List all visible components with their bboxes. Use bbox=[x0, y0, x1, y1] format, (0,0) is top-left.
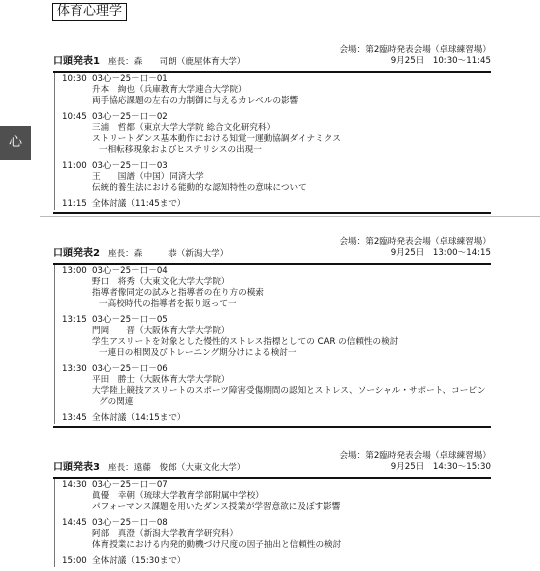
talk-id: 03心－25－口－04 bbox=[92, 266, 168, 276]
session-datetime: 9月25日 14:30〜15:30 bbox=[390, 462, 491, 472]
session-1 bbox=[53, 45, 491, 214]
session-chair: 座長：遠藤 俊郎（大東文化大学） bbox=[107, 463, 246, 473]
talk-subtitle: 一高校時代の指導者を振り返って一 bbox=[99, 299, 237, 309]
talk-title: 指導者像同定の試みと指導者の在り方の模索 bbox=[92, 288, 264, 298]
talk-id: 03心－25－口－05 bbox=[92, 315, 168, 325]
session-name: 口頭発表1 bbox=[53, 56, 100, 67]
talk-author: 眞優 幸朝（琉球大学教育学部附属中学校） bbox=[92, 491, 264, 501]
talk-time: 13:15 bbox=[62, 315, 87, 325]
talk-id: 03心－25－口－08 bbox=[92, 518, 168, 528]
talk-item bbox=[55, 315, 491, 359]
side-tab: 心 bbox=[0, 126, 31, 160]
session-bottom-rule bbox=[53, 426, 491, 428]
session-2 bbox=[53, 237, 491, 428]
discussion-label: 全体討議（15:30まで） bbox=[92, 556, 186, 566]
session-name: 口頭発表2 bbox=[53, 248, 100, 259]
discussion-item bbox=[55, 413, 491, 424]
talk-item bbox=[55, 480, 491, 513]
talk-time: 14:30 bbox=[62, 480, 87, 490]
talk-title: 大学陸上競技アスリートのスポーツ障害受傷期間の認知とストレス、ソーシャル・サポート、コーピングの関連 bbox=[92, 386, 486, 407]
talk-item bbox=[55, 266, 491, 310]
talk-time: 10:30 bbox=[62, 74, 87, 84]
talk-author: 升本 絢也（兵庫教育大学連合大学院） bbox=[92, 85, 247, 95]
talk-time: 13:00 bbox=[62, 266, 87, 276]
talk-id: 03心－25－口－06 bbox=[92, 364, 168, 374]
page-title: 体育心理学 bbox=[52, 3, 127, 21]
talk-author: 王 国譜（中国）同済大学 bbox=[92, 172, 204, 182]
section-divider bbox=[40, 216, 540, 217]
talk-title: パフォーマンス課題を用いたダンス授業が学習意欲に及ぼす影響 bbox=[92, 502, 341, 512]
talk-item bbox=[55, 364, 491, 408]
talk-title: 体育授業における内発的動機づけ尺度の因子抽出と信頼性の検討 bbox=[92, 540, 342, 550]
talk-author: 野口 将秀（大東文化大学大学院） bbox=[92, 277, 230, 287]
talk-item bbox=[55, 518, 491, 551]
session-header bbox=[53, 56, 491, 68]
session-body bbox=[54, 265, 491, 424]
venue: 会場：第2臨時発表会場（卓球練習場） bbox=[339, 45, 491, 55]
session-body bbox=[54, 479, 491, 567]
session-chair: 座長：森 恭（新潟大学） bbox=[107, 249, 229, 259]
talk-id: 03心－25－口－03 bbox=[92, 161, 168, 171]
discussion-item bbox=[55, 556, 491, 567]
discussion-label: 全体討議（11:45まで） bbox=[92, 199, 186, 209]
talk-id: 03心－25－口－01 bbox=[92, 74, 168, 84]
session-bottom-rule bbox=[53, 212, 491, 214]
talk-title: ストリートダンス基本動作における知覚一運動協調ダイナミクス bbox=[92, 134, 341, 144]
talk-item bbox=[55, 74, 491, 107]
talk-title: 両手協応課題の左右の力制御に与えるカレベルの影響 bbox=[92, 96, 299, 106]
talk-title: 学生アスリートを対象とした慢性的ストレス指標としての CAR の信頼性の検討 bbox=[92, 337, 399, 347]
session-3 bbox=[53, 451, 491, 567]
session-body bbox=[54, 73, 491, 210]
talk-id: 03心－25－口－02 bbox=[92, 112, 168, 122]
session-header bbox=[53, 462, 491, 474]
talk-author: 平田 勝士（大阪体育大学大学院） bbox=[92, 375, 230, 385]
talk-author: 阿部 真澄（新潟大学教育学研究科） bbox=[92, 529, 239, 539]
session-datetime: 9月25日 10:30〜11:45 bbox=[390, 56, 491, 66]
venue: 会場：第2臨時発表会場（卓球練習場） bbox=[339, 451, 491, 461]
discussion-time: 15:00 bbox=[62, 556, 87, 566]
talk-author: 門岡 晋（大阪体育大学大学院） bbox=[92, 326, 230, 336]
talk-item bbox=[55, 161, 491, 194]
talk-title: 伝統的養生法における能動的な認知特性の意味について bbox=[92, 183, 307, 193]
discussion-item bbox=[55, 199, 491, 210]
session-datetime: 9月25日 13:00〜14:15 bbox=[390, 248, 491, 258]
session-chair: 座長：森 司朗（鹿屋体育大学） bbox=[107, 57, 246, 67]
talk-subtitle: 一連日の相関及びトレーニング期分けによる検討一 bbox=[99, 348, 297, 358]
talk-author: 三浦 哲都（東京大学大学院 総合文化研究科） bbox=[92, 123, 276, 133]
venue: 会場：第2臨時発表会場（卓球練習場） bbox=[339, 237, 491, 247]
session-name: 口頭発表3 bbox=[53, 462, 100, 473]
discussion-label: 全体討議（14:15まで） bbox=[92, 413, 186, 423]
discussion-time: 13:45 bbox=[62, 413, 87, 423]
talk-subtitle: 一相転移現象およびヒステリシスの出現一 bbox=[99, 145, 262, 155]
talk-time: 11:00 bbox=[62, 161, 87, 171]
talk-id: 03心－25－口－07 bbox=[92, 480, 168, 490]
discussion-time: 11:15 bbox=[62, 199, 87, 209]
talk-item bbox=[55, 112, 491, 156]
talk-time: 14:45 bbox=[62, 518, 87, 528]
talk-time: 13:30 bbox=[62, 364, 87, 374]
session-header bbox=[53, 248, 491, 260]
talk-time: 10:45 bbox=[62, 112, 87, 122]
